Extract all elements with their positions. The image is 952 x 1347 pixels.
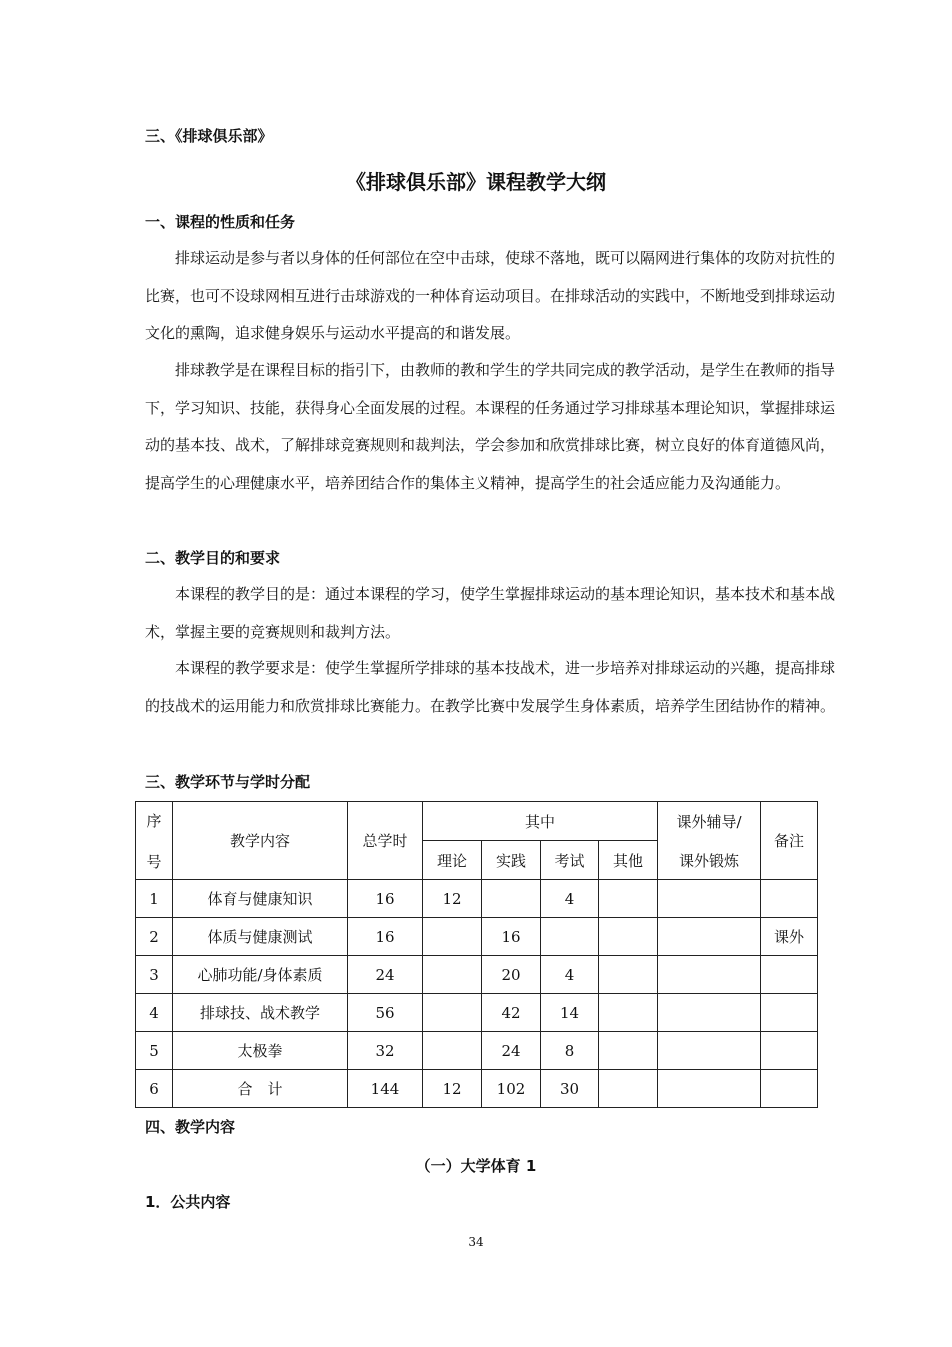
cell-theory: 12 <box>423 880 482 918</box>
header-guide-line1: 课外辅导/ <box>676 812 742 831</box>
cell-content: 排球技、战术教学 <box>173 994 348 1032</box>
table-row <box>136 918 818 956</box>
cell-other <box>599 880 658 918</box>
heading-nature-tasks: 一、课程的性质和任务 <box>145 213 296 231</box>
table-row <box>136 880 818 918</box>
paragraph-teaching-tasks: 排球教学是在课程目标的指引下，由教师的教和学生的学共同完成的教学活动，是学生在教师的指导下，学习知识、技能，获得身心全面发展的过程。本课程的任务通过学习排球基本理论知识，掌握排球运动的基本技、战术，了解排球竞赛规则和裁判法，学会参加和欣赏排球比赛，树立良好的体育道德风尚，提高学生的心理健康水平，培养团结合作的集体主义精神，提高学生的社会适应能力及沟通能力。 <box>145 361 836 492</box>
table-row <box>136 994 818 1032</box>
paragraph-teaching-goal: 本课程的教学目的是：通过本课程的学习，使学生掌握排球运动的基本理论知识，基本技术和基本战术，掌握主要的竞赛规则和裁判方法。 <box>145 585 836 641</box>
cell-remark <box>761 1032 818 1070</box>
header-theory: 理论 <box>423 841 482 880</box>
cell-exam <box>541 918 599 956</box>
cell-exam: 14 <box>541 994 599 1032</box>
section-title: 三、《排球俱乐部》 <box>145 127 273 145</box>
header-seq-line1: 序 <box>146 811 162 830</box>
heading-goals-requirements: 二、教学目的和要求 <box>145 549 281 567</box>
cell-remark: 课外 <box>761 918 818 956</box>
cell-total: 16 <box>348 880 423 918</box>
header-exam: 考试 <box>541 841 599 880</box>
cell-content: 合 计 <box>173 1070 348 1108</box>
header-among: 其中 <box>423 802 658 841</box>
heading-teaching-content: 四、教学内容 <box>145 1118 236 1136</box>
cell-other <box>599 918 658 956</box>
cell-practice <box>482 880 541 918</box>
hours-allocation-table <box>135 801 818 1108</box>
cell-guide <box>658 1032 761 1070</box>
cell-other <box>599 1070 658 1108</box>
cell-theory <box>423 956 482 994</box>
cell-exam: 30 <box>541 1070 599 1108</box>
table-row <box>136 956 818 994</box>
cell-guide <box>658 994 761 1032</box>
cell-theory <box>423 918 482 956</box>
cell-theory: 12 <box>423 1070 482 1108</box>
cell-exam: 4 <box>541 956 599 994</box>
cell-content: 心肺功能/身体素质 <box>173 956 348 994</box>
header-total: 总学时 <box>348 802 423 880</box>
cell-practice: 20 <box>482 956 541 994</box>
paragraph-volleyball-intro: 排球运动是参与者以身体的任何部位在空中击球，使球不落地，既可以隔网进行集体的攻防对抗性的比赛，也可不设球网相互进行击球游戏的一种体育运动项目。在排球活动的实践中，不断地受到排球运动文化的熏陶，追求健身娱乐与运动水平提高的和谐发展。 <box>145 249 836 342</box>
table-row <box>136 1032 818 1070</box>
heading-public-content: 1．公共内容 <box>145 1193 231 1211</box>
cell-total: 32 <box>348 1032 423 1070</box>
heading-hours-allocation: 三、教学环节与学时分配 <box>145 773 311 791</box>
header-guide <box>658 802 761 880</box>
cell-practice: 24 <box>482 1032 541 1070</box>
cell-seq: 3 <box>136 956 173 994</box>
cell-seq: 6 <box>136 1070 173 1108</box>
header-seq <box>136 802 173 880</box>
cell-practice: 102 <box>482 1070 541 1108</box>
cell-exam: 8 <box>541 1032 599 1070</box>
header-seq-line2: 号 <box>146 852 162 871</box>
cell-theory <box>423 1032 482 1070</box>
cell-total: 16 <box>348 918 423 956</box>
cell-exam: 4 <box>541 880 599 918</box>
table-header-row <box>136 802 818 841</box>
cell-practice: 42 <box>482 994 541 1032</box>
cell-guide <box>658 918 761 956</box>
cell-other <box>599 1032 658 1070</box>
cell-seq: 4 <box>136 994 173 1032</box>
cell-guide <box>658 956 761 994</box>
cell-seq: 2 <box>136 918 173 956</box>
header-other: 其他 <box>599 841 658 880</box>
header-content: 教学内容 <box>173 802 348 880</box>
cell-other <box>599 994 658 1032</box>
document-title: 《排球俱乐部》课程教学大纲 <box>346 170 606 194</box>
cell-content: 太极拳 <box>173 1032 348 1070</box>
cell-total: 144 <box>348 1070 423 1108</box>
paragraph-teaching-requirement: 本课程的教学要求是：使学生掌握所学排球的基本技战术，进一步培养对排球运动的兴趣，提高排球的技战术的运用能力和欣赏排球比赛能力。在教学比赛中发展学生身体素质，培养学生团结协作的精神。 <box>145 659 836 715</box>
cell-total: 24 <box>348 956 423 994</box>
cell-content: 体育与健康知识 <box>173 880 348 918</box>
header-guide-line2: 课外锻炼 <box>679 851 740 870</box>
cell-guide <box>658 880 761 918</box>
cell-guide <box>658 1070 761 1108</box>
cell-other <box>599 956 658 994</box>
cell-content: 体质与健康测试 <box>173 918 348 956</box>
header-remark: 备注 <box>761 802 818 880</box>
cell-remark <box>761 880 818 918</box>
cell-total: 56 <box>348 994 423 1032</box>
cell-practice: 16 <box>482 918 541 956</box>
cell-remark <box>761 1070 818 1108</box>
subheading-college-pe-1: （一）大学体育 1 <box>415 1157 537 1175</box>
table-row-total <box>136 1070 818 1108</box>
cell-remark <box>761 994 818 1032</box>
header-practice: 实践 <box>482 841 541 880</box>
cell-seq: 5 <box>136 1032 173 1070</box>
page-number: 34 <box>468 1235 484 1249</box>
cell-theory <box>423 994 482 1032</box>
cell-remark <box>761 956 818 994</box>
cell-seq: 1 <box>136 880 173 918</box>
